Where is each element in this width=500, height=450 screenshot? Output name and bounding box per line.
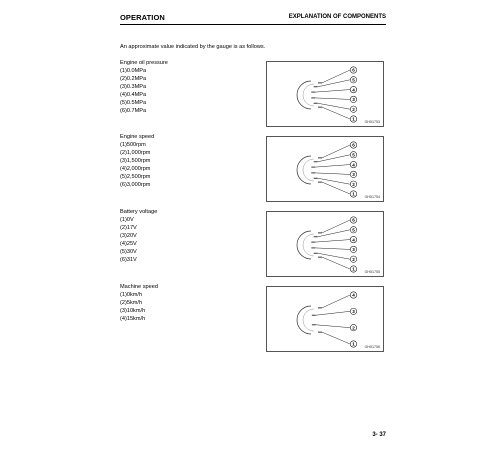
callout-number: 1 — [352, 116, 355, 122]
callout-number: 3 — [352, 247, 355, 253]
callout-number: 6 — [352, 67, 355, 73]
callout-leader — [315, 90, 350, 92]
list-item: (5)30V — [120, 249, 137, 255]
callout-leader — [318, 155, 350, 162]
figure-code: GH51756 — [364, 345, 380, 349]
list-item: (6)31V — [120, 257, 137, 263]
intro-text: An approximate value indicated by the gauge is as follows. — [120, 44, 266, 50]
callout-leader — [322, 182, 350, 194]
section-heading: Engine oil pressure — [120, 60, 168, 66]
callout-leader — [315, 98, 350, 99]
gauge-inner-arc — [303, 309, 314, 331]
callout-number: 2 — [352, 181, 355, 187]
callout-leader — [318, 178, 350, 184]
gauge-figure — [266, 61, 384, 127]
list-item: (4)2,000rpm — [120, 166, 151, 172]
callout-number: 4 — [352, 162, 355, 168]
figure-code: GH51753 — [364, 120, 380, 124]
header-rule — [120, 24, 386, 25]
callout-leader — [315, 248, 350, 249]
callout-number: 5 — [352, 152, 355, 158]
callout-number: 4 — [352, 237, 355, 243]
callout-number: 1 — [352, 191, 355, 197]
callout-number: 5 — [352, 77, 355, 83]
callout-number: 5 — [352, 227, 355, 233]
list-item: (4)25V — [120, 241, 137, 247]
callout-number: 2 — [352, 106, 355, 112]
list-item: (2)5km/h — [120, 300, 143, 306]
list-item: (2)17V — [120, 225, 137, 231]
list-item: (6)0.7MPa — [120, 108, 147, 114]
section-heading: Machine speed — [120, 284, 158, 290]
section-heading: Battery voltage — [120, 209, 158, 215]
section-engine-oil-pressure — [120, 59, 168, 115]
callout-leader — [318, 80, 350, 87]
list-item: (3)20V — [120, 233, 137, 239]
callout-leader — [322, 257, 350, 269]
list-item: (3)0.3MPa — [120, 84, 147, 90]
gauge-figure — [266, 211, 384, 277]
callout-number: 3 — [352, 172, 355, 178]
gauge-diagram — [267, 62, 385, 128]
callout-number: 2 — [352, 325, 355, 331]
callout-number: 4 — [352, 292, 355, 298]
callout-number: 1 — [352, 266, 355, 272]
gauge-inner-arc — [303, 234, 314, 256]
list-item: (3)1,500rpm — [120, 158, 151, 164]
list-item: (3)10km/h — [120, 308, 146, 314]
section-battery-voltage — [120, 208, 157, 264]
list-item: (1)0km/h — [120, 292, 143, 298]
list-item: (5)2,500rpm — [120, 174, 151, 180]
gauge-diagram — [267, 212, 385, 278]
callout-leader — [316, 325, 350, 328]
list-item: (1)0.0MPa — [120, 68, 147, 74]
callout-number: 4 — [352, 87, 355, 93]
callout-number: 6 — [352, 217, 355, 223]
callout-leader — [322, 295, 350, 308]
gauge-diagram — [267, 137, 385, 203]
list-item: (4)15km/h — [120, 316, 146, 322]
gauge-inner-arc — [303, 84, 314, 106]
gauge-diagram — [267, 287, 385, 353]
section-title: EXPLANATION OF COMPONENTS — [288, 14, 386, 20]
list-item: (1)0V — [120, 217, 134, 223]
callout-number: 3 — [352, 309, 355, 315]
callout-number: 2 — [352, 256, 355, 262]
callout-leader — [315, 173, 350, 174]
callout-leader — [322, 107, 350, 119]
gauge-inner-arc — [303, 159, 314, 181]
callout-leader — [315, 240, 350, 242]
callout-leader — [315, 165, 350, 167]
list-item: (4)0.4MPa — [120, 92, 147, 98]
figure-code: GH51755 — [364, 270, 380, 274]
page-number: 3- 37 — [372, 432, 386, 438]
callout-number: 6 — [352, 142, 355, 148]
chapter-title: OPERATION — [120, 13, 165, 22]
section-engine-speed — [120, 133, 154, 189]
list-item: (5)0.5MPa — [120, 100, 147, 106]
figure-code: GH51754 — [364, 195, 380, 199]
list-item: (1)500rpm — [120, 142, 146, 148]
callout-number: 3 — [352, 97, 355, 103]
callout-leader — [318, 103, 350, 109]
gauge-figure — [266, 136, 384, 202]
callout-leader — [318, 230, 350, 237]
section-heading: Engine speed — [120, 134, 155, 140]
list-item: (6)3,000rpm — [120, 182, 151, 188]
list-item: (2)0.2MPa — [120, 76, 147, 82]
callout-leader — [316, 311, 350, 315]
callout-leader — [318, 253, 350, 259]
list-item: (2)1,000rpm — [120, 150, 151, 156]
callout-number: 1 — [352, 341, 355, 347]
section-machine-speed — [120, 283, 158, 323]
gauge-figure — [266, 286, 384, 352]
callout-leader — [322, 332, 350, 344]
